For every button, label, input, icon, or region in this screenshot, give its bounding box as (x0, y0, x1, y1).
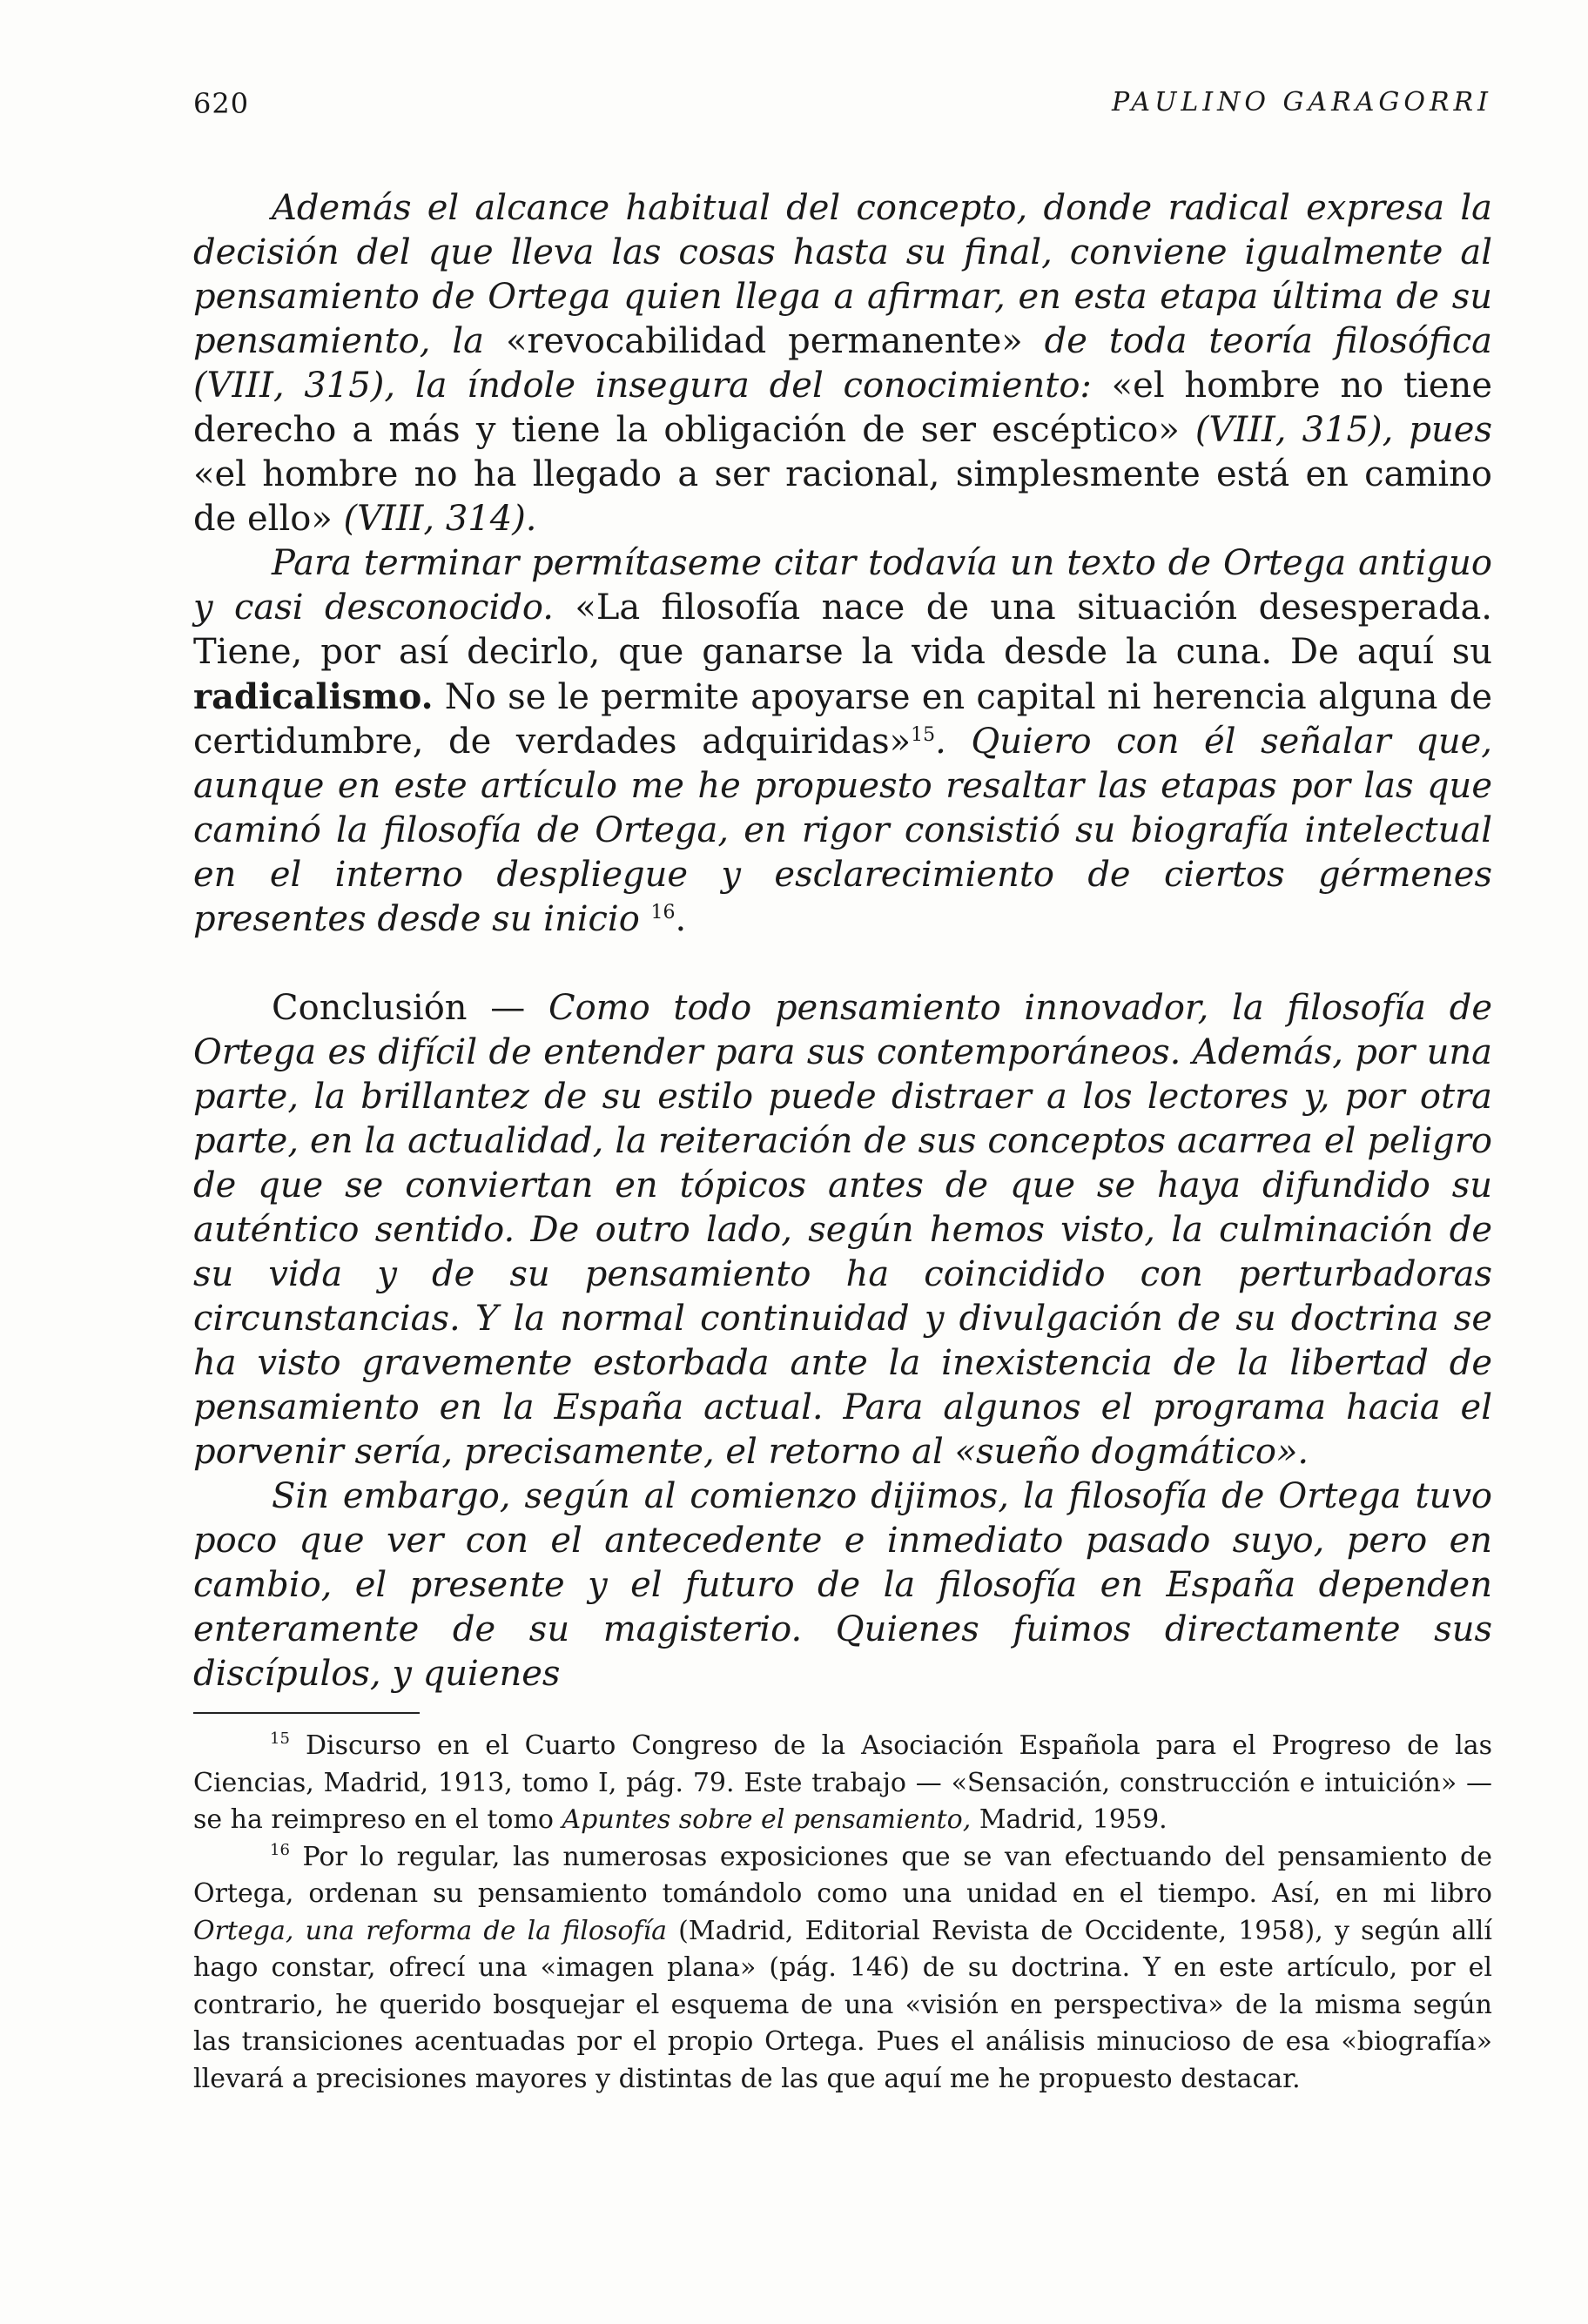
text-span: Apuntes sobre el pensamiento, (562, 1804, 972, 1835)
text-span: . Quiero con él señalar que, aunque en este artículo me he propuesto resaltar las etapas por las que caminó la filosofía de Ortega, en rigor consistió su biografía intelectual en el interno despliegue y esclarecimiento de ciertos gérmenes presentes desde su inicio (193, 722, 1492, 939)
main-text (193, 186, 1492, 1696)
text-span: Para terminar permítaseme citar todavía un texto de Ortega antiguo y casi desconocido. (193, 543, 1492, 628)
footnote-number: 16 (270, 1840, 290, 1859)
text-span: (VIII, 314). (332, 499, 537, 539)
footnote-ref-15[interactable]: 15 (911, 724, 936, 746)
running-head (193, 87, 1492, 148)
text-span: . (675, 899, 687, 939)
footnote-16 (193, 1839, 1492, 2099)
text-span: Como todo pensamiento innovador, la filosofía de Ortega es difícil de entender para sus contemporáneos. Además, por una parte, la brillantez de su estilo puede distraer a los lectores y, por otra parte, en la actualidad, la reiteración de sus conceptos acarrea el peligro de que se conviertan en tópicos antes de que se haya difundido su auténtico sentido. De outro lado, según hemos visto, la culminación de su vida y de su pensamiento ha coincidido con perturbadoras circunstancias. Y la normal continuidad y divulgación de su doctrina se ha visto gravemente estorbada ante la inexistencia de la libertad de pensamiento en la España actual. Para algunos el programa hacia el porvenir sería, precisamente, el retorno al «sueño dogmático». (193, 988, 1492, 1472)
text-span: (Madrid, Editorial Revista de Occidente, 1958), y según allí hago constar, ofrecí una «imagen plana» (pág. 146) de su doctrina. Y en este artículo, por el contrario, he querido bosquejar el esquema de una «visión en perspectiva» de la misma según las transiciones acentuadas por el propio Ortega. Pues el análisis minucioso de esa «biografía» llevará a precisiones mayores y distintas de las que aquí me he propuesto destacar. (193, 1915, 1492, 2094)
text-span: Madrid, 1959. (971, 1804, 1167, 1835)
paragraph-conclusion (193, 986, 1492, 1474)
page-number: 620 (193, 87, 250, 120)
text-span: Por lo regular, las numerosas exposiciones que se van efectuando del pensamiento de Ortega, ordenan su pensamiento tomándolo como una unidad en el tiempo. Así, en mi libro (193, 1841, 1492, 1909)
footnote-divider (193, 1712, 420, 1714)
footnotes (193, 1728, 1492, 2098)
footnote-15 (193, 1728, 1492, 1839)
text-span: de toda teoría filosófica (VIII, 315), la índole insegura del conocimiento: (193, 321, 1493, 406)
paragraph-ortega-quote (193, 541, 1492, 942)
text-span: Discurso en el Cuarto Congreso de la Asociación Española para el Progreso de las Ciencias, Madrid, 1913, tomo I, pág. 79. Este trabajo — «Sensación, construcción e intuición» — se ha reimpreso en el tomo (193, 1730, 1492, 1835)
running-head-author: PAULINO GARAGORRI (1111, 87, 1492, 118)
footnote-number: 15 (270, 1730, 290, 1748)
text-span: «revocabilidad permanente» (505, 321, 1023, 361)
text-span: «el hombre no ha llegado a ser racional, simplesmente está en camino de ello» (193, 454, 1492, 539)
text-span: radicalismo. (193, 676, 434, 717)
text-span: No se le permite apoyarse en capital ni herencia alguna de certidumbre, de verdades adquiridas» (193, 677, 1492, 762)
book-page (193, 87, 1492, 2098)
paragraph-radical-concept (193, 186, 1492, 541)
text-span: Además el alcance habitual del concepto, donde radical expresa la decisión del que lleva las cosas hasta su final, conviene igualmente al pensamiento de Ortega quien llega a afirmar, en esta etapa última de su pensamiento, la (193, 188, 1492, 361)
text-span: «La filosofía nace de una situación desesperada. Tiene, por así decirlo, que ganarse la vida desde la cuna. De aquí su (193, 588, 1493, 672)
text-span: «el hombre no tiene derecho a más y tiene la obligación de ser escéptico» (193, 366, 1492, 450)
text-span: Sin embargo, según al comienzo dijimos, la filosofía de Ortega tuvo poco que ver con el antecedente e inmediato pasado suyo, pero en cambio, el presente y el futuro de la filosofía en España dependen enteramente de su magisterio. Quienes fuimos directamente sus discípulos, y quienes (193, 1476, 1492, 1694)
footnote-ref-16[interactable]: 16 (650, 902, 676, 924)
section-heading-conclusion: Conclusión — (272, 988, 548, 1028)
paragraph-magisterio (193, 1474, 1492, 1696)
text-span: (VIII, 315), pues (1179, 410, 1492, 450)
text-span: Ortega, una reforma de la filosofía (193, 1915, 667, 1946)
